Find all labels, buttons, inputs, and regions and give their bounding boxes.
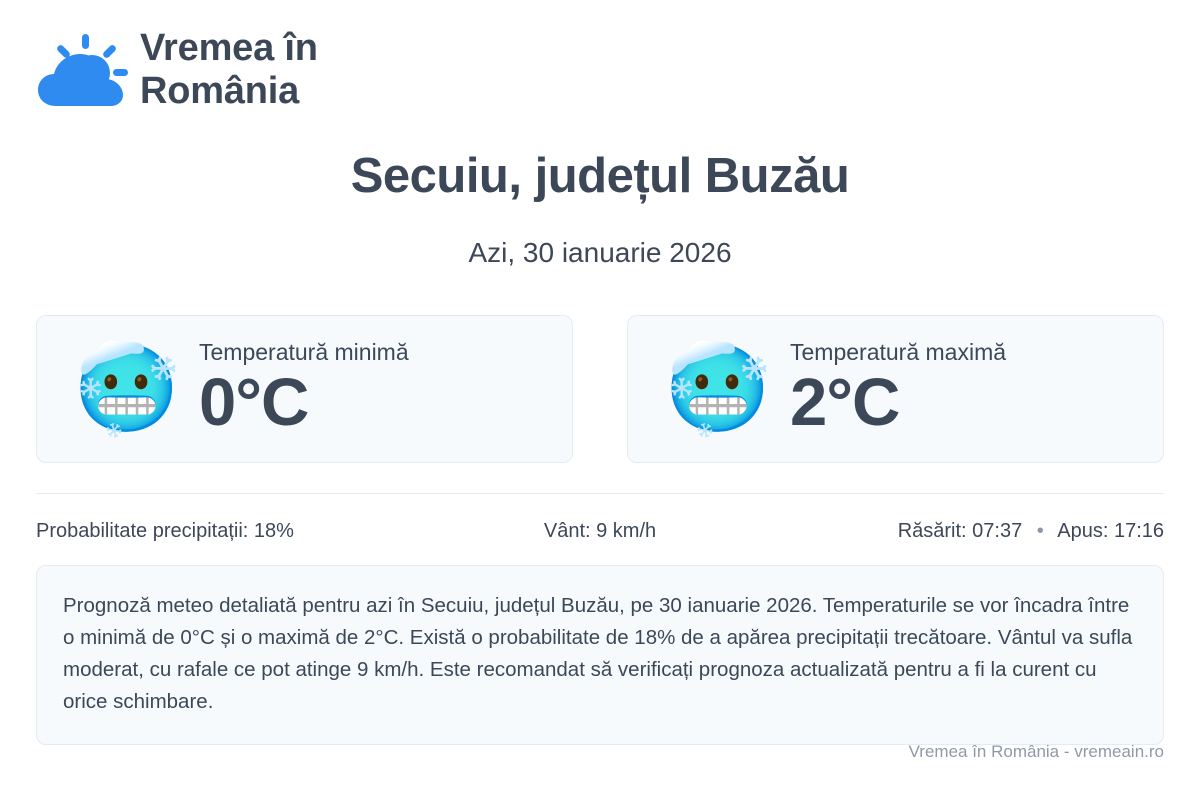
sun-times-stat (788, 520, 1164, 543)
max-temperature-label: Temperatură maximă (790, 338, 1007, 365)
wind-stat: Vânt: 9 km/h (543, 519, 657, 542)
forecast-description: Prognoză meteo detaliată pentru azi în Secuiu, județul Buzău, pe 30 ianuarie 2026. Temperaturile se vor încadra între o minimă de 0°C și o maximă de 2°C. Există o probabilitate de 18% de a apărea precipitații trecătoare. Vântul va sufla moderat, cu rafale ce pot atinge 9 km/h. Este recomandat să verificați prognoza actualizată pentru a fi la curent cu orice schimbare. (36, 565, 1164, 745)
page-date: Azi, 30 ianuarie 2026 (468, 236, 732, 268)
sun-behind-cloud-icon (36, 28, 140, 112)
sunrise-value: Răsărit: 07:37 (897, 519, 1023, 542)
min-temperature-card (36, 315, 573, 463)
weather-stats-row (36, 493, 1164, 543)
stat-separator: • (1036, 519, 1044, 542)
brand-title-line2: România (140, 70, 300, 112)
brand-title-line1: Vremea în (140, 27, 318, 69)
precipitation-stat: Probabilitate precipitații: 18% (36, 519, 294, 542)
footer-credit: Vremea în România - vremeain.ro (908, 742, 1164, 761)
cold-face-icon: 🥶 (664, 340, 772, 437)
max-temperature-value: 2°C (790, 365, 900, 441)
temperature-cards (36, 315, 1164, 463)
brand-header (36, 0, 1164, 112)
sunset-value: Apus: 17:16 (1057, 519, 1164, 542)
min-temperature-label: Temperatură minimă (199, 338, 409, 365)
page-title: Secuiu, județul Buzău (350, 149, 850, 203)
min-temperature-value: 0°C (199, 365, 309, 441)
min-temperature-text (199, 339, 409, 439)
max-temperature-card (627, 315, 1164, 463)
max-temperature-text (790, 339, 1006, 439)
cold-face-icon: 🥶 (73, 340, 181, 437)
brand-title (140, 27, 318, 113)
